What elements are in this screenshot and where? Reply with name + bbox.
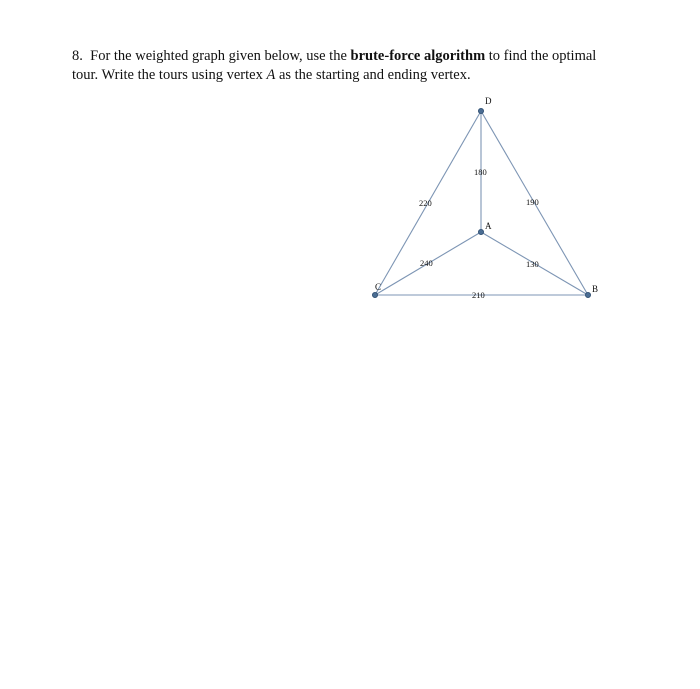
vertex-label-b: B: [592, 284, 599, 294]
weight-c-b: 210: [472, 290, 485, 300]
question-text-after: to find the optimal: [488, 48, 597, 64]
vertex-a: [478, 229, 483, 234]
vertex-label-d: D: [485, 96, 492, 106]
vertex-d: [478, 108, 483, 113]
algorithm-name: brute-force algorithm: [350, 48, 486, 64]
vertex-label-a: A: [485, 221, 492, 231]
question-number: 8.: [72, 48, 83, 64]
vertex-b: [585, 292, 590, 297]
weight-a-d: 180: [474, 167, 487, 177]
weight-a-b: 130: [526, 259, 539, 269]
vertex-c: [372, 292, 377, 297]
start-vertex-name: A: [266, 67, 276, 83]
vertex-label-c: C: [375, 282, 382, 292]
weight-c-d: 220: [419, 198, 432, 208]
question-text-before: For the weighted graph given below, use the: [90, 48, 347, 64]
question-line2-after: as the starting and ending vertex.: [278, 67, 471, 83]
weight-a-c: 240: [420, 258, 433, 268]
weight-b-d: 190: [526, 197, 539, 207]
question-line2-before: tour. Write the tours using vertex: [72, 67, 263, 83]
